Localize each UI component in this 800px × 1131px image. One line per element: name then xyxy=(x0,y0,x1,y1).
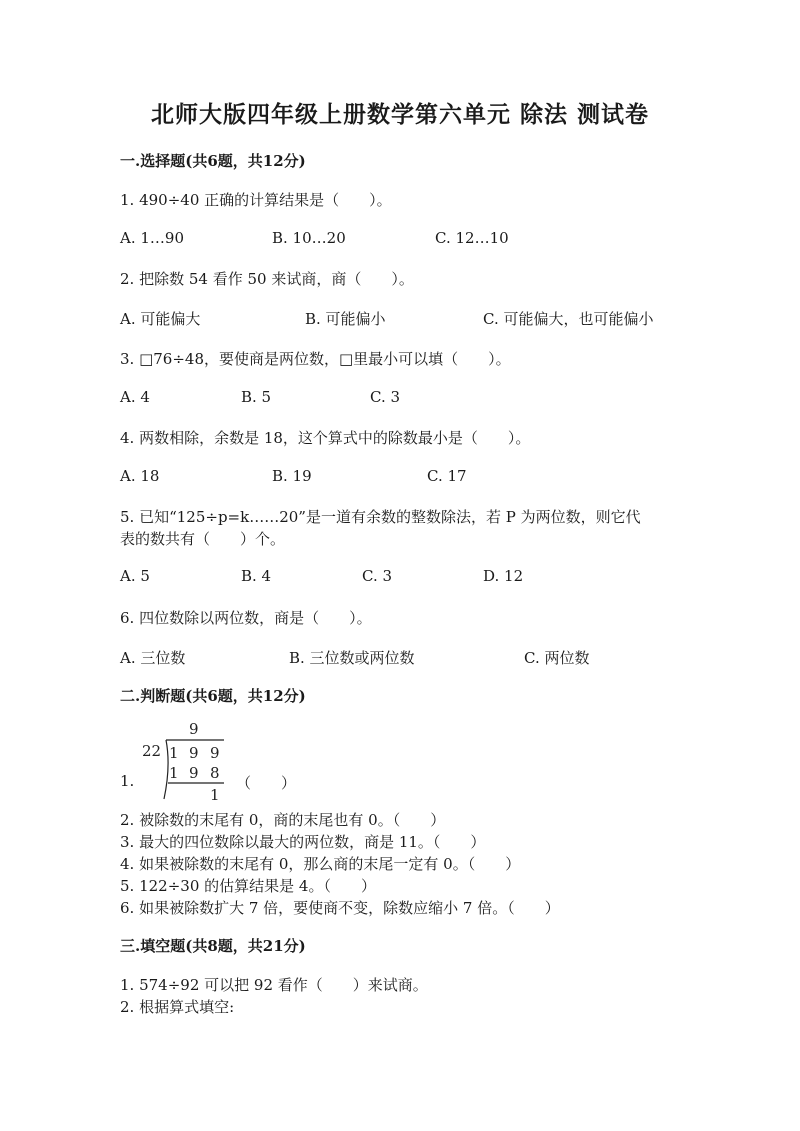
judge-item: 4. 如果被除数的末尾有 0，那么商的末尾一定有 0。（ ） xyxy=(120,855,521,873)
page-title: 北师大版四年级上册数学第六单元 除法 测试卷 xyxy=(150,101,649,128)
division-product-digit: 1 xyxy=(169,764,179,782)
question-text: 2. 把除数 54 看作 50 来试商，商（ ）。 xyxy=(120,270,414,288)
section-heading-judge: 二.判断题(共6题，共12分) xyxy=(120,687,306,705)
question-text: 1. 490÷40 正确的计算结果是（ ）。 xyxy=(120,191,392,209)
section-heading-fill: 三.填空题(共8题，共21分) xyxy=(120,937,306,955)
division-product-digit: 8 xyxy=(210,764,220,782)
option: D. 12 xyxy=(483,567,524,585)
division-dividend-digit: 1 xyxy=(169,744,179,762)
option: B. 10…20 xyxy=(272,229,346,247)
judge-item: 3. 最大的四位数除以最大的两位数，商是 11。（ ） xyxy=(120,833,486,851)
option: A. 18 xyxy=(120,467,160,485)
option: C. 3 xyxy=(362,567,393,585)
judge-item: 6. 如果被除数扩大 7 倍，要使商不变，除数应缩小 7 倍。（ ） xyxy=(120,899,560,917)
option: C. 两位数 xyxy=(524,649,590,667)
section-heading-choice: 一.选择题(共6题，共12分) xyxy=(120,152,306,170)
judge-q1-number: 1. xyxy=(120,772,135,790)
answer-blank: （ ） xyxy=(236,774,297,792)
option: C. 17 xyxy=(427,467,467,485)
option: C. 12…10 xyxy=(435,229,509,247)
option: B. 19 xyxy=(272,467,312,485)
division-remainder: 1 xyxy=(210,786,220,804)
judge-item: 2. 被除数的末尾有 0，商的末尾也有 0。（ ） xyxy=(120,811,446,829)
division-product-digit: 9 xyxy=(189,764,199,782)
division-divisor: 22 xyxy=(142,742,162,760)
option: C. 可能偏大，也可能偏小 xyxy=(483,310,654,328)
fill-item: 1. 574÷92 可以把 92 看作（ ）来试商。 xyxy=(120,976,428,994)
option: B. 4 xyxy=(241,567,272,585)
question-text-line2: 表的数共有（ ）个。 xyxy=(120,530,286,548)
division-dividend-digit: 9 xyxy=(210,744,220,762)
option: B. 可能偏小 xyxy=(305,310,386,328)
option: A. 1…90 xyxy=(120,229,184,247)
option: B. 三位数或两位数 xyxy=(289,649,415,667)
option: A. 可能偏大 xyxy=(120,310,201,328)
division-quotient: 9 xyxy=(189,720,199,738)
judge-item: 5. 122÷30 的估算结果是 4。（ ） xyxy=(120,877,376,895)
division-dividend-digit: 9 xyxy=(189,744,199,762)
option: A. 4 xyxy=(120,388,150,406)
option: A. 三位数 xyxy=(120,649,186,667)
option: B. 5 xyxy=(241,388,272,406)
option: C. 3 xyxy=(370,388,401,406)
question-text-line1: 5. 已知“125÷p=k……20”是一道有余数的整数除法，若 P 为两位数，则它代 xyxy=(120,508,641,526)
question-text: 4. 两数相除，余数是 18，这个算式中的除数最小是（ ）。 xyxy=(120,429,531,447)
fill-item: 2. 根据算式填空: xyxy=(120,998,235,1016)
option: A. 5 xyxy=(120,567,150,585)
question-text: 6. 四位数除以两位数，商是（ ）。 xyxy=(120,609,372,627)
long-division-figure xyxy=(140,719,235,809)
question-text: 3. □76÷48，要使商是两位数，□里最小可以填（ ）。 xyxy=(120,350,511,368)
